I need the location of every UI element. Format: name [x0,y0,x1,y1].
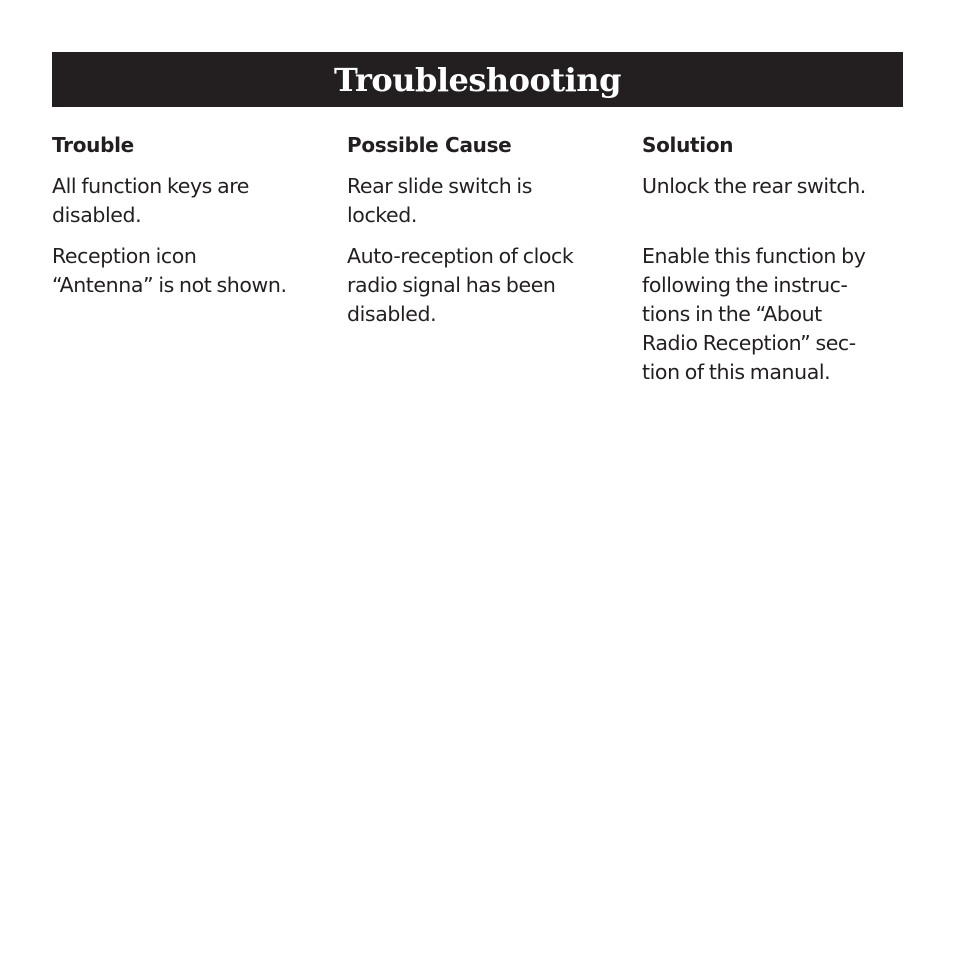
title-bar [52,52,903,107]
row-1-cause: Rear slide switch is locked. [347,174,532,227]
column-header-solution: Solution [642,133,734,157]
row-1-trouble: All function keys are disabled. [52,174,250,227]
column-header-possible-cause: Possible Cause [347,133,512,157]
row-2-solution: Enable this function by following the instruc- tions in the “About Radio Reception” sec- tion of this manual. [642,244,866,384]
column-header-trouble: Trouble [52,133,134,157]
row-2-trouble: Reception icon “Antenna” is not shown. [52,244,287,297]
page-title: Troubleshooting [334,60,621,99]
row-1-solution: Unlock the rear switch. [642,174,866,198]
row-2-cause: Auto-reception of clock radio signal has been disabled. [347,244,574,326]
